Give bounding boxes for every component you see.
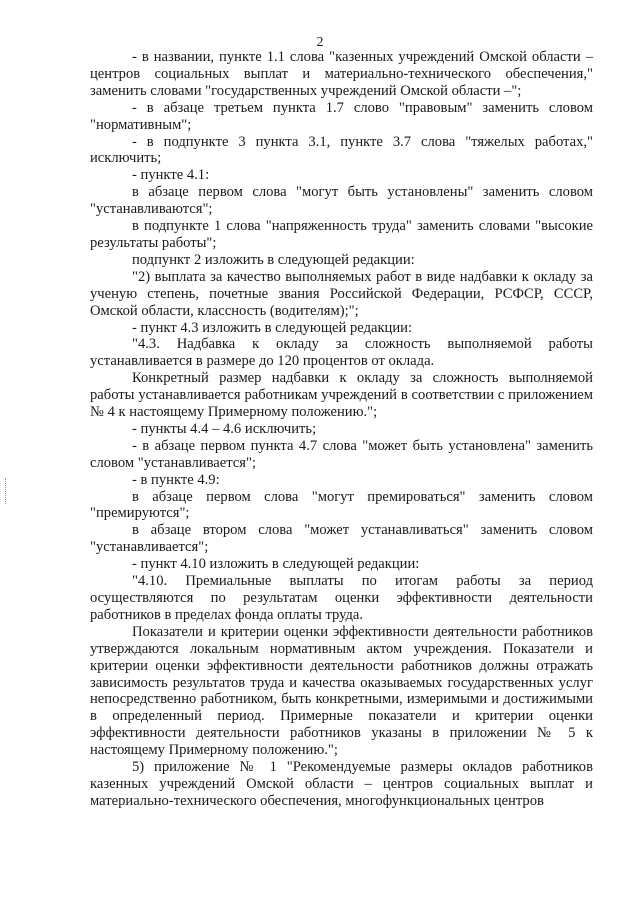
- paragraph: "2) выплата за качество выполняемых работ в виде надбавки к окладу за ученую степень, почетные звания Российской Федерации, РСФСР, СССР, Омской области, классность (водителям);";: [90, 268, 593, 319]
- paragraph: - в названии, пункте 1.1 слова "казенных учреждений Омской области – центров социальных выплат и материально-технического обеспечения," заменить словами "государственных учреждений Омской области –";: [90, 49, 593, 99]
- page-number: 2: [316, 35, 324, 50]
- margin-mark: [5, 478, 7, 504]
- paragraph: - в подпункте 3 пункта 3.1, пункте 3.7 слова "тяжелых работах," исключить;: [90, 133, 593, 167]
- paragraph: - пункты 4.4 – 4.6 исключить;: [132, 420, 317, 437]
- paragraph: "4.10. Премиальные выплаты по итогам работы за период осуществляются по результатам оценки эффективности деятельности работников в пределах фонда оплаты труда.: [90, 573, 593, 623]
- paragraph: "4.3. Надбавка к окладу за сложность выполняемой работы устанавливается в размере до 120 процентов от оклада.: [90, 336, 593, 370]
- paragraph: - в абзаце первом пункта 4.7 слова "может быть установлена" заменить словом "устанавливается";: [90, 437, 593, 471]
- paragraph: - пункт 4.3 изложить в следующей редакции:: [132, 319, 413, 336]
- paragraph: - пункт 4.10 изложить в следующей редакции:: [132, 556, 420, 573]
- paragraph: подпункт 2 изложить в следующей редакции:: [132, 251, 415, 268]
- paragraph: - в пункте 4.9:: [132, 471, 220, 488]
- paragraph: Показатели и критерии оценки эффективности деятельности работников утверждаются локальным нормативным актом учреждения. Показатели и критерии оценки эффективности деятельности работников должны отражать зависимость результатов труда и качества оказываемых государственных услуг непосредственно работником, быть конкретными, измеримыми и достижимыми в определенный период. Примерные показатели и критерии оценки эффективности деятельности работников указаны в приложении № 5 к настоящему Примерному положению.";: [90, 623, 593, 759]
- paragraph: - в абзаце третьем пункта 1.7 слово "правовым" заменить словом "нормативным";: [90, 99, 593, 133]
- paragraph: - пункте 4.1:: [132, 167, 210, 184]
- paragraph: в абзаце втором слова "может устанавливаться" заменить словом "устанавливается";: [90, 522, 593, 556]
- paragraph: в абзаце первом слова "могут быть установлены" заменить словом "устанавливаются";: [90, 184, 593, 218]
- paragraph: в подпункте 1 слова "напряженность труда" заменить словами "высокие результаты работы";: [90, 218, 593, 251]
- document-body: [90, 49, 593, 810]
- paragraph: в абзаце первом слова "могут премироваться" заменить словом "премируются";: [90, 488, 593, 522]
- paragraph: 5) приложение № 1 "Рекомендуемые размеры окладов работников казенных учреждений Омской области – центров социальных выплат и материально-технического обеспечения, многофункциональных центров: [90, 759, 593, 809]
- paragraph: Конкретный размер надбавки к окладу за сложность выполняемой работы устанавливается работникам учреждений в соответствии с приложением № 4 к настоящему Примерному положению.";: [90, 370, 593, 421]
